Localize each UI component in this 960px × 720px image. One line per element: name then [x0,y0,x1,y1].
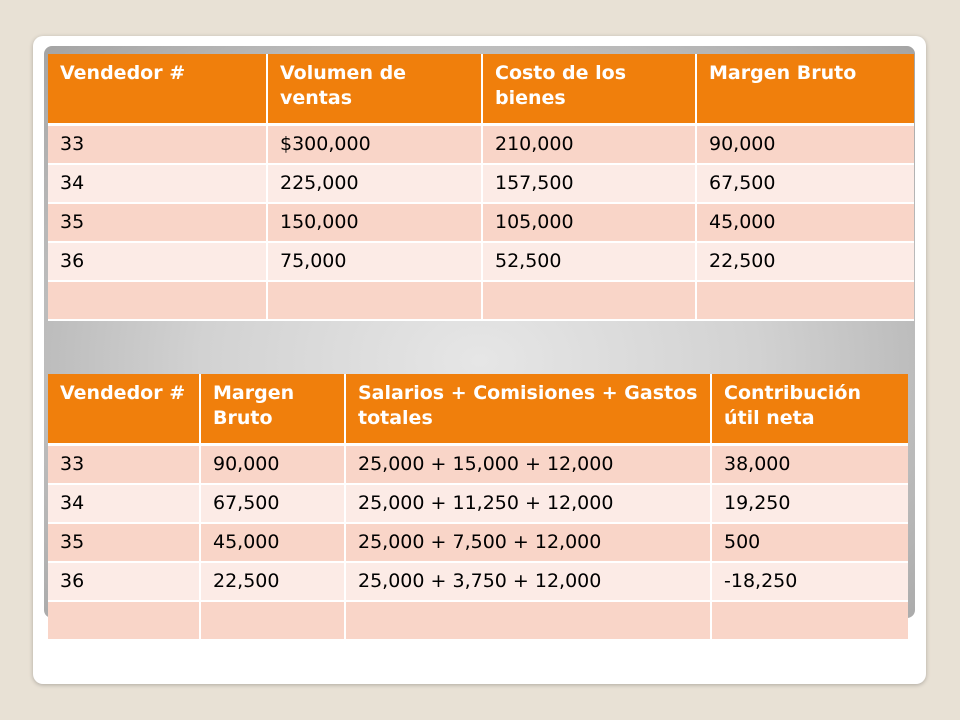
cell-volumen: $300,000 [267,125,482,165]
header-vendedor: Vendedor # [48,54,267,125]
table-row [48,562,908,601]
cell-vendedor: 34 [48,484,200,523]
sales-table [48,54,914,321]
cell-margen: 45,000 [200,523,345,562]
cell-gastos: 25,000 + 7,500 + 12,000 [345,523,711,562]
header-vendedor: Vendedor # [48,374,200,445]
cell-contribucion [711,601,908,640]
cell-vendedor: 33 [48,125,267,165]
cell-margen: 67,500 [200,484,345,523]
table-row-empty [48,601,908,640]
cell-margen: 22,500 [696,242,914,281]
cell-contribucion: -18,250 [711,562,908,601]
header-salarios-comisiones-gastos: Salarios + Comisiones + Gastos totales [345,374,711,445]
cell-gastos: 25,000 + 15,000 + 12,000 [345,445,711,485]
cell-contribucion: 19,250 [711,484,908,523]
cell-margen: 67,500 [696,164,914,203]
cell-volumen: 225,000 [267,164,482,203]
header-contribucion-util-neta: Contribución útil neta [711,374,908,445]
cell-costo [482,281,696,320]
header-volumen-ventas: Volumen de ventas [267,54,482,125]
header-row [48,374,908,445]
table-row [48,445,908,485]
contribution-table [48,374,908,641]
cell-volumen: 150,000 [267,203,482,242]
cell-contribucion: 38,000 [711,445,908,485]
header-costo-bienes: Costo de los bienes [482,54,696,125]
table-row [48,523,908,562]
table-row [48,484,908,523]
table-row [48,125,914,165]
table-row [48,164,914,203]
cell-gastos [345,601,711,640]
cell-margen: 22,500 [200,562,345,601]
cell-margen [696,281,914,320]
cell-costo: 210,000 [482,125,696,165]
table-row [48,242,914,281]
cell-margen [200,601,345,640]
cell-margen: 45,000 [696,203,914,242]
cell-volumen [267,281,482,320]
cell-vendedor: 34 [48,164,267,203]
header-margen-bruto: Margen Bruto [696,54,914,125]
cell-costo: 157,500 [482,164,696,203]
cell-gastos: 25,000 + 11,250 + 12,000 [345,484,711,523]
cell-costo: 52,500 [482,242,696,281]
cell-margen: 90,000 [696,125,914,165]
table-row-empty [48,281,914,320]
cell-margen: 90,000 [200,445,345,485]
header-margen-bruto: Margen Bruto [200,374,345,445]
header-row [48,54,914,125]
cell-costo: 105,000 [482,203,696,242]
table-row [48,203,914,242]
cell-vendedor: 33 [48,445,200,485]
cell-vendedor [48,281,267,320]
cell-vendedor: 36 [48,562,200,601]
cell-contribucion: 500 [711,523,908,562]
cell-volumen: 75,000 [267,242,482,281]
cell-vendedor: 35 [48,523,200,562]
cell-vendedor: 36 [48,242,267,281]
cell-vendedor: 35 [48,203,267,242]
cell-gastos: 25,000 + 3,750 + 12,000 [345,562,711,601]
cell-vendedor [48,601,200,640]
